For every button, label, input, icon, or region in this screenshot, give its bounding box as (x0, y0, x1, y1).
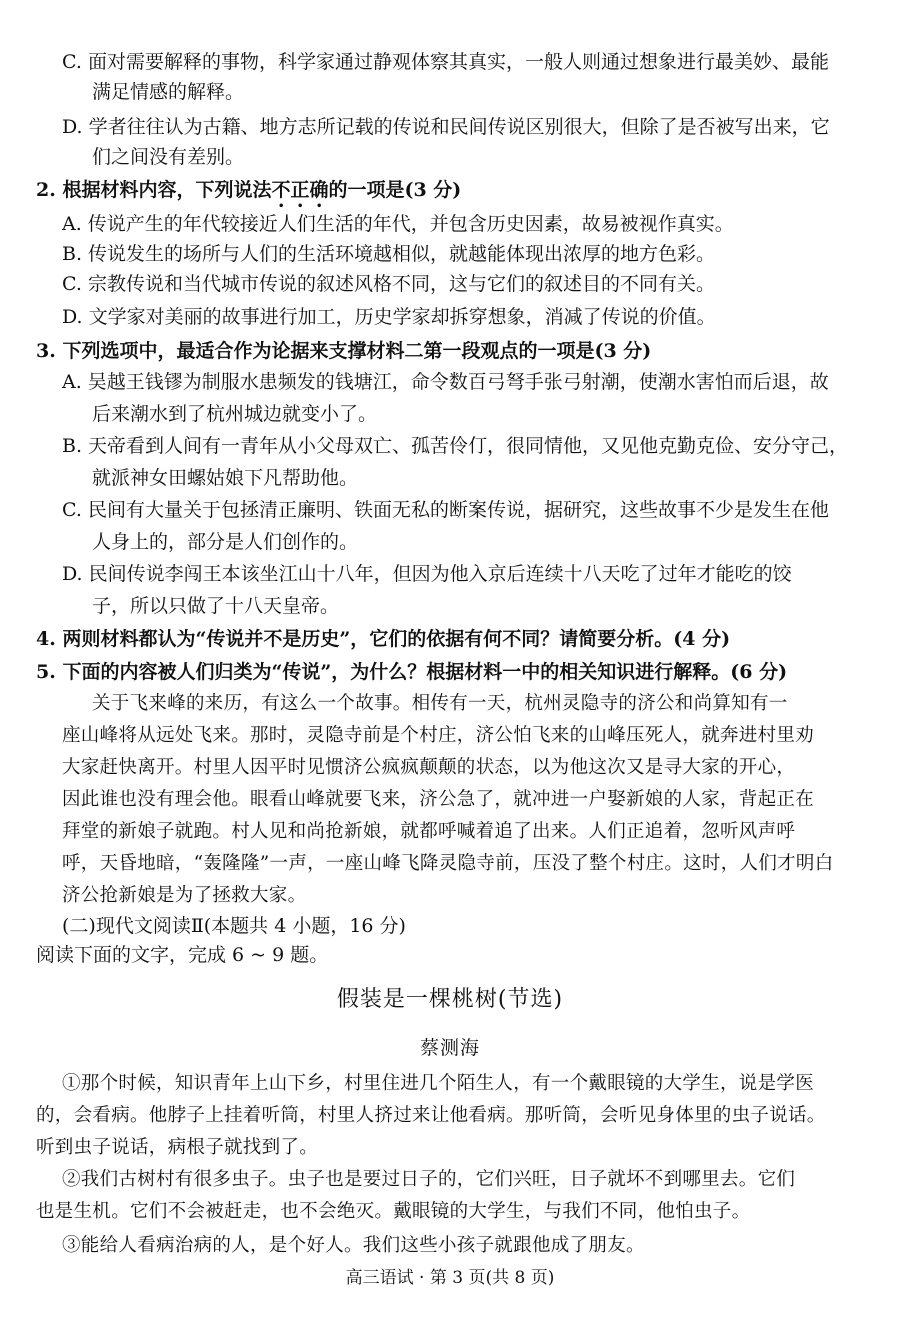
q4-stem: 4. 两则材料都认为“传说并不是历史”，它们的依据有何不同？请简要分析。(4 分) (36, 628, 731, 650)
q1-option-c-line2: 满足情感的解释。 (92, 81, 245, 103)
q3-option-d-line1: D. 民间传说李闯王本该坐江山十八年，但因为他入京后连续十八天吃了过年才能吃的饺 (62, 563, 792, 585)
q5-passage-line6: 呼，天昏地暗，“轰隆隆”一声，一座山峰飞降灵隐寺前，压没了整个村庄。这时，人们才明白 (62, 853, 834, 874)
article-p2-line2: 也是生机。它们不会被赶走，也不会绝灭。戴眼镜的大学生，与我们不同，他怕虫子。 (36, 1201, 751, 1222)
article-title: 假装是一棵桃树(节选) (336, 987, 564, 1012)
article-p1-line1: ①那个时候，知识青年上山下乡，村里住进几个陌生人，有一个戴眼镜的大学生，说是学医 (62, 1073, 815, 1094)
q1-option-c-line1: C. 面对需要解释的事物，科学家通过静观体察其真实，一般人则通过想象进行最美妙、最能 (62, 51, 829, 73)
q2-option-a: A. 传说产生的年代较接近人们生活的年代，并包含历史因素，故易被视作真实。 (62, 213, 734, 235)
q5-passage-line3: 大家赶快离开。村里人因平时见惯济公疯疯颠颠的状态，以为他这次又是寻大家的开心， (62, 757, 796, 778)
q3-option-b-line1: B. 天帝看到人间有一青年从小父母双亡、孤苦伶仃，很同情他，又见他克勤克俭、安分守己， (62, 435, 849, 457)
q5-passage-line5: 拜堂的新娘子就跑。村人见和尚抢新娘，就都呼喊着追了出来。人们正追着，忽听风声呼 (62, 821, 796, 842)
q3-option-c-line2: 人身上的，部分是人们创作的。 (92, 531, 359, 553)
q2-stem (36, 178, 461, 212)
section-instruction: 阅读下面的文字，完成 6 ~ 9 题。 (36, 944, 329, 966)
q2-stem-suffix: 的一项是(3 分) (328, 179, 462, 201)
q2-stem-prefix: 2. 根据材料内容，下列说法 (36, 179, 272, 201)
q5-passage-line2: 座山峰将从远处飞来。那时，灵隐寺前是个村庄，济公怕飞来的山峰压死人，就奔进村里劝 (62, 725, 815, 746)
q3-option-a-line2: 后来潮水到了杭州城边就变小了。 (92, 403, 378, 425)
article-p3-line1: ③能给人看病治病的人，是个好人。我们这些小孩子就跟他成了朋友。 (62, 1235, 645, 1256)
q2-option-c: C. 宗教传说和当代城市传说的叙述风格不同，这与它们的叙述目的不同有关。 (62, 273, 715, 295)
article-p2-line1: ②我们古树村有很多虫子。虫子也是要过日子的，它们兴旺，日子就坏不到哪里去。它们 (62, 1169, 796, 1190)
q5-passage-line4: 因此谁也没有理会他。眼看山峰就要飞来，济公急了，就冲进一户娶新娘的人家，背起正在 (62, 789, 815, 810)
article-author: 蔡测海 (419, 1037, 480, 1059)
q2-option-d: D. 文学家对美丽的故事进行加工，历史学家却拆穿想象，消减了传说的价值。 (62, 306, 716, 328)
q5-stem: 5. 下面的内容被人们归类为“传说”，为什么？根据材料一中的相关知识进行解释。(6 分) (36, 661, 788, 683)
article-p1-line2: 的，会看病。他脖子上挂着听筒，村里人挤过来让他看病。那听筒，会听见身体里的虫子说话。 (36, 1105, 826, 1126)
q3-option-c-line1: C. 民间有大量关于包拯清正廉明、铁面无私的断案传说，据研究，这些故事不少是发生在他 (62, 499, 829, 521)
q2-option-b: B. 传说发生的场所与人们的生活环境越相似，就越能体现出浓厚的地方色彩。 (62, 243, 716, 265)
q3-option-b-line2: 就派神女田螺姑娘下凡帮助他。 (92, 467, 359, 489)
q5-passage-line7: 济公抢新娘是为了拯救大家。 (62, 885, 307, 906)
page-footer: 高三语试 · 第 3 页(共 8 页) (345, 1268, 555, 1288)
q5-passage-line1: 关于飞来峰的来历，有这么一个故事。相传有一天，杭州灵隐寺的济公和尚算知有一 (92, 693, 788, 714)
q1-option-d-line1: D. 学者往往认为古籍、地方志所记载的传说和民间传说区别很大，但除了是否被写出来，它 (62, 116, 830, 138)
article-p1-line3: 听到虫子说话，病根子就找到了。 (36, 1137, 319, 1158)
section-heading: (二)现代文阅读Ⅱ(本题共 4 小题，16 分) (62, 915, 406, 937)
q2-stem-emphasis: 不正确 (271, 179, 329, 201)
q1-option-d-line2: 们之间没有差别。 (92, 146, 245, 168)
q3-option-a-line1: A. 吴越王钱镠为制服水患频发的钱塘江，命令数百弓弩手张弓射潮，使潮水害怕而后退，故 (62, 371, 829, 393)
q3-stem: 3. 下列选项中，最适合作为论据来支撑材料二第一段观点的一项是(3 分) (36, 340, 652, 362)
q3-option-d-line2: 子，所以只做了十八天皇帝。 (92, 595, 340, 617)
